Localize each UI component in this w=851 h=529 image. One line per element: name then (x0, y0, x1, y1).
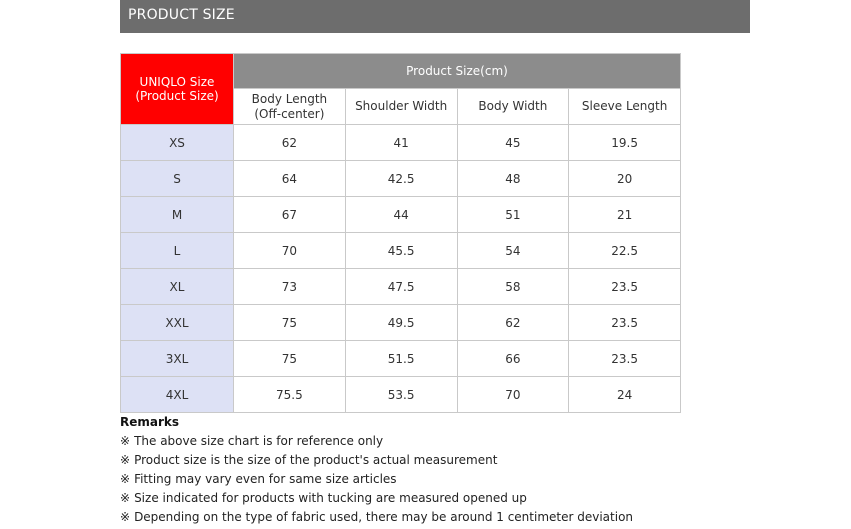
column-header-shoulder-width: Shoulder Width (345, 89, 457, 125)
table-cell: 45 (457, 125, 569, 161)
table-cell: 21 (569, 197, 681, 233)
remark-item (120, 508, 760, 527)
remark-text: Size indicated for products with tucking are measured opened up (134, 491, 527, 505)
size-label: 4XL (121, 377, 234, 413)
remark-item (120, 451, 760, 470)
table-cell: 42.5 (345, 161, 457, 197)
table-cell: 22.5 (569, 233, 681, 269)
table-row (121, 377, 681, 413)
table-cell: 45.5 (345, 233, 457, 269)
table-row (121, 161, 681, 197)
table-row (121, 233, 681, 269)
column-header-body-length: Body Length (Off-center) (234, 89, 346, 125)
section-title: PRODUCT SIZE (128, 7, 235, 23)
size-table (120, 53, 681, 413)
table-cell: 51.5 (345, 341, 457, 377)
reference-mark-icon: ※ (120, 510, 131, 524)
table-cell: 19.5 (569, 125, 681, 161)
table-row (121, 269, 681, 305)
section-header (120, 0, 750, 33)
table-row (121, 341, 681, 377)
reference-mark-icon: ※ (120, 453, 131, 467)
remark-text: The above size chart is for reference only (134, 434, 384, 448)
table-cell: 70 (457, 377, 569, 413)
table-cell: 70 (234, 233, 346, 269)
table-cell: 47.5 (345, 269, 457, 305)
table-cell: 64 (234, 161, 346, 197)
table-row (121, 125, 681, 161)
size-label: XS (121, 125, 234, 161)
reference-mark-icon: ※ (120, 491, 131, 505)
table-cell: 66 (457, 341, 569, 377)
table-cell: 23.5 (569, 341, 681, 377)
size-label: XL (121, 269, 234, 305)
remark-text: Product size is the size of the product's actual measurement (134, 453, 498, 467)
table-cell: 75 (234, 341, 346, 377)
table-cell: 73 (234, 269, 346, 305)
remarks-title: Remarks (120, 415, 180, 429)
table-cell: 58 (457, 269, 569, 305)
reference-mark-icon: ※ (120, 472, 131, 486)
table-cell: 23.5 (569, 269, 681, 305)
column-header-sleeve-length: Sleeve Length (569, 89, 681, 125)
table-cell: 24 (569, 377, 681, 413)
size-label: L (121, 233, 234, 269)
table-cell: 44 (345, 197, 457, 233)
reference-mark-icon: ※ (120, 434, 131, 448)
remark-item (120, 432, 760, 451)
size-label: XXL (121, 305, 234, 341)
table-cell: 67 (234, 197, 346, 233)
table-cell: 62 (457, 305, 569, 341)
table-cell: 49.5 (345, 305, 457, 341)
table-cell: 41 (345, 125, 457, 161)
table-cell: 75.5 (234, 377, 346, 413)
remark-item (120, 489, 760, 508)
table-cell: 23.5 (569, 305, 681, 341)
table-cell: 20 (569, 161, 681, 197)
size-label: 3XL (121, 341, 234, 377)
table-cell: 62 (234, 125, 346, 161)
remark-item (120, 470, 760, 489)
table-cell: 48 (457, 161, 569, 197)
table-cell: 75 (234, 305, 346, 341)
size-column-header (121, 54, 234, 125)
table-cell: 51 (457, 197, 569, 233)
remark-text: Depending on the type of fabric used, there may be around 1 centimeter deviation (134, 510, 634, 524)
size-label: S (121, 161, 234, 197)
size-column-header-label: UNIQLO Size (Product Size) (135, 75, 219, 103)
product-size-group-header: Product Size(cm) (234, 54, 681, 89)
table-cell: 53.5 (345, 377, 457, 413)
size-label: M (121, 197, 234, 233)
remarks-section (120, 413, 760, 527)
remark-text: Fitting may vary even for same size articles (134, 472, 397, 486)
table-row (121, 197, 681, 233)
table-cell: 54 (457, 233, 569, 269)
table-row (121, 305, 681, 341)
column-header-body-width: Body Width (457, 89, 569, 125)
